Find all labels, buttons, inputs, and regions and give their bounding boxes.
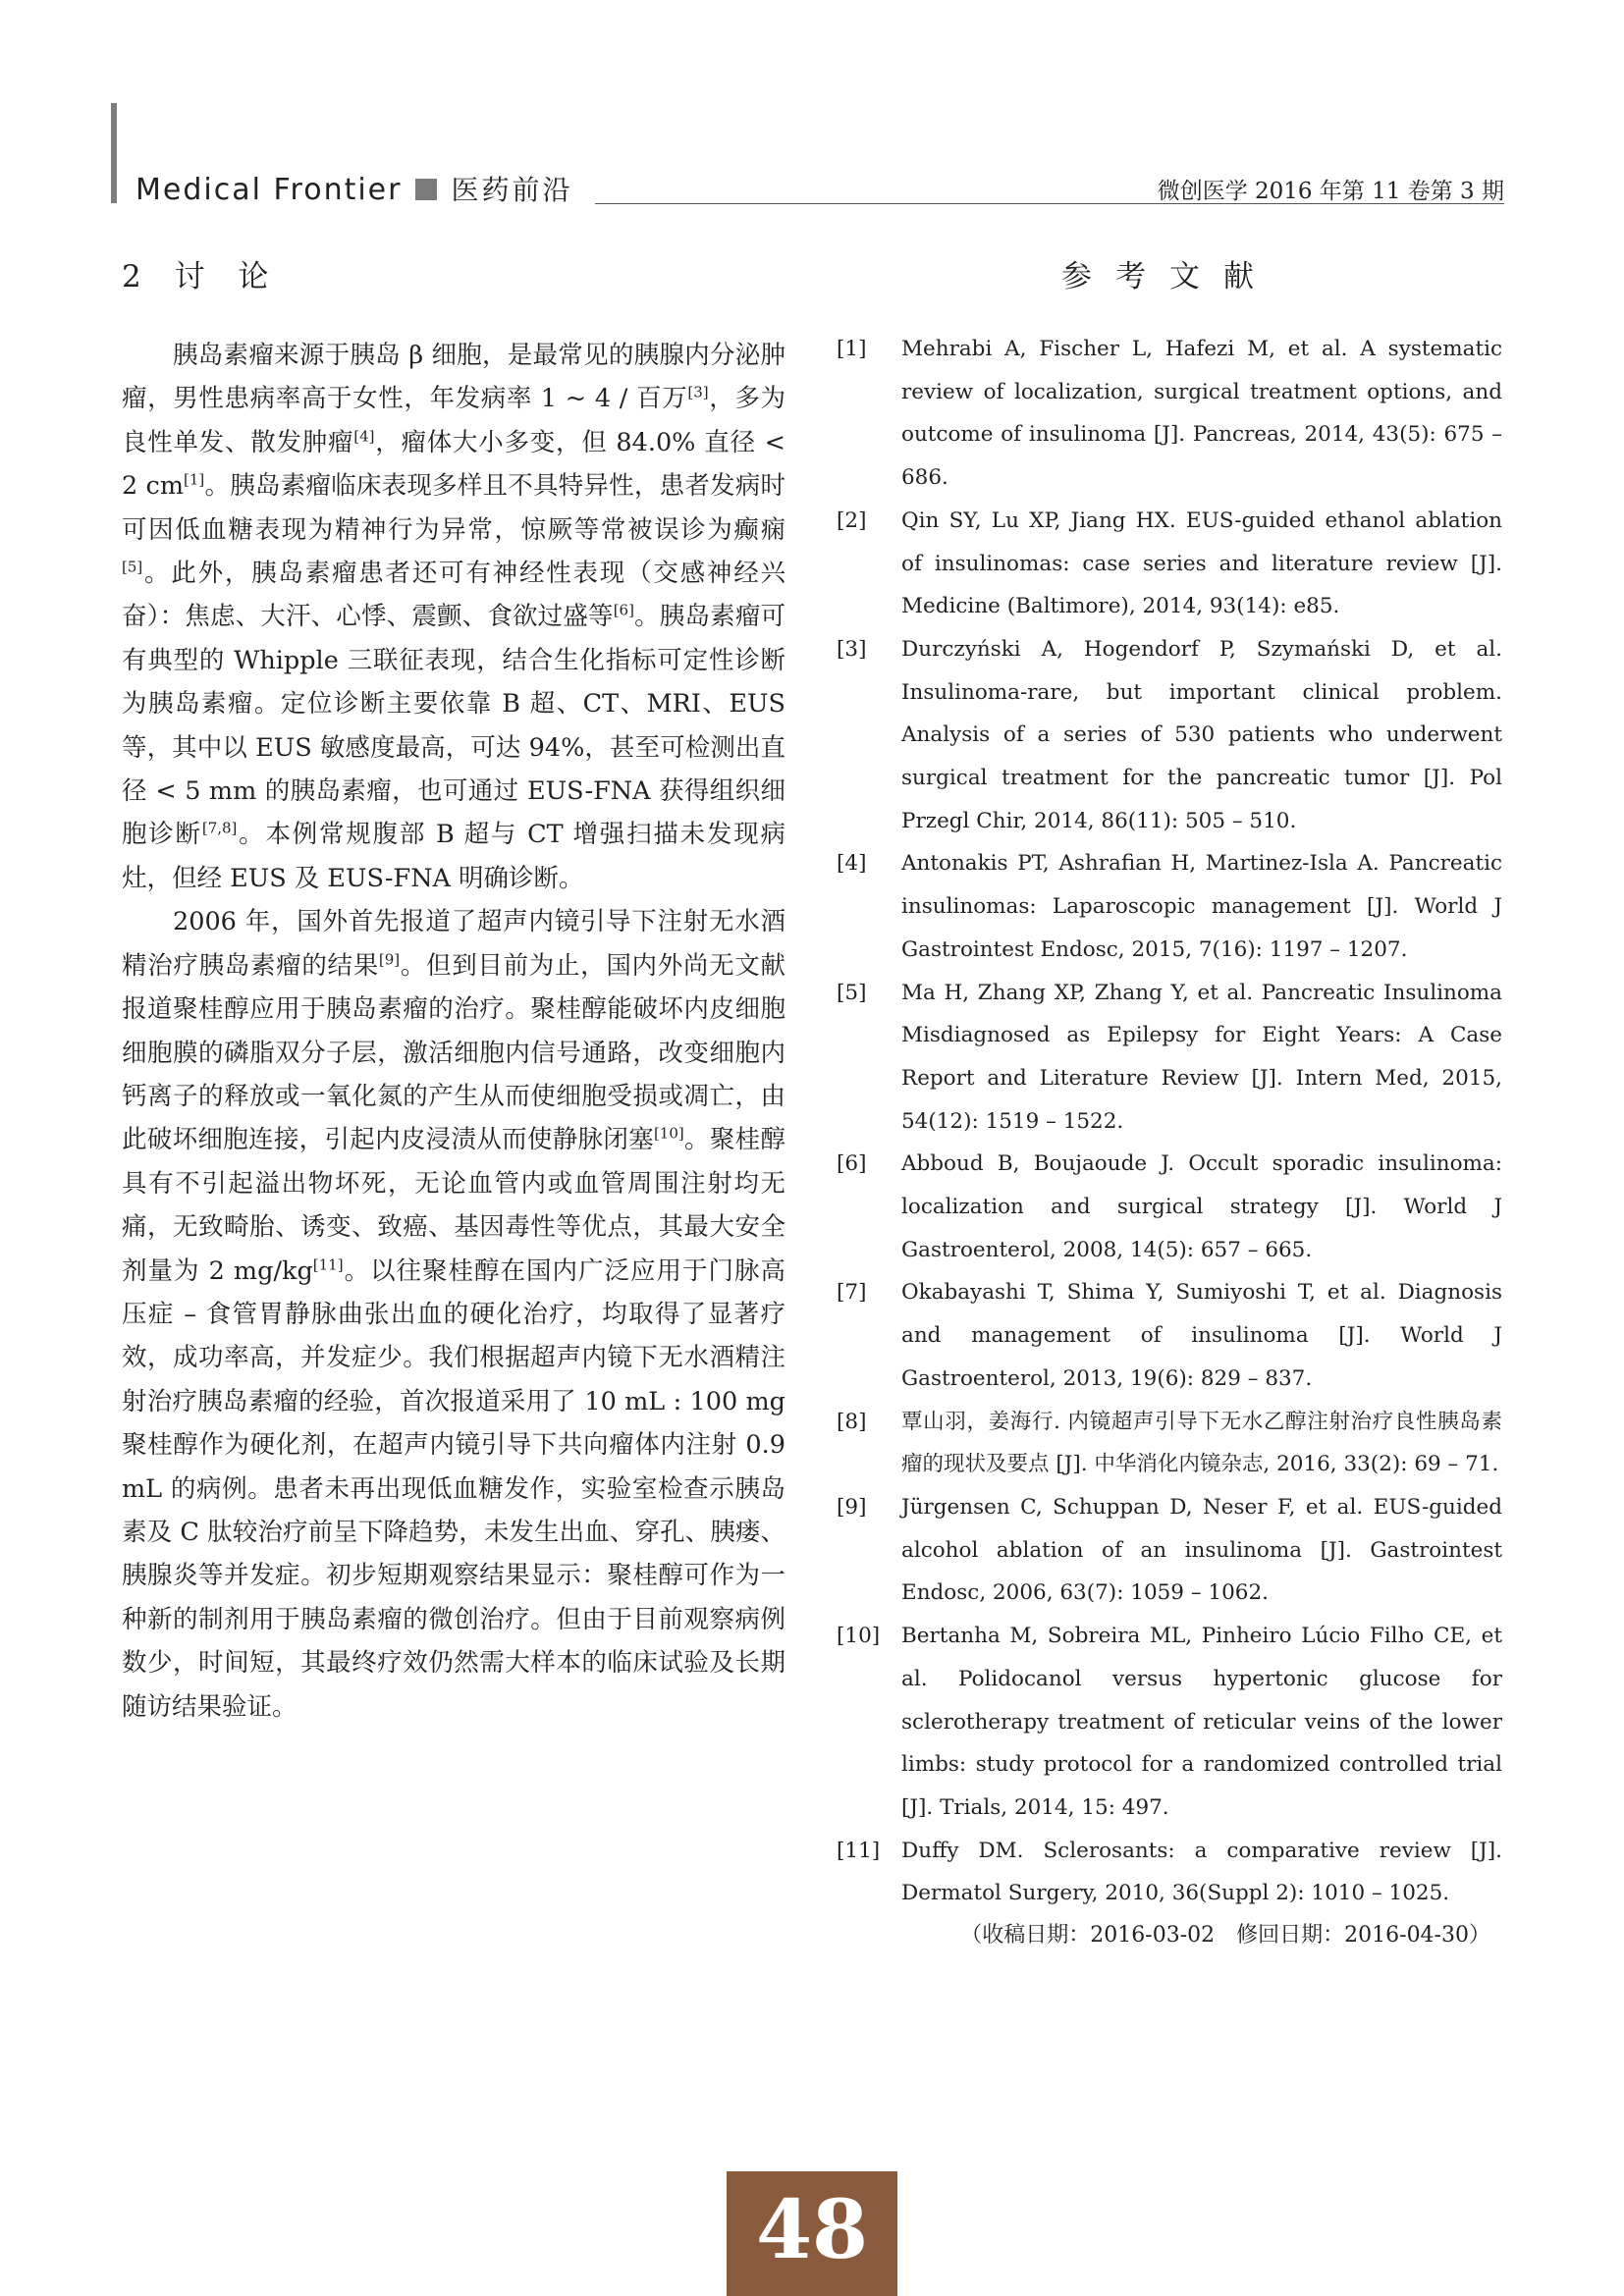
reference-item — [837, 1830, 1502, 1915]
reference-text: Bertanha M, Sobreira ML, Pinheiro Lúcio Filho CE, et al. Polidocanol versus hypertonic glucose for sclerotherapy treatment of reticular veins of the lower limbs: study protocol for a randomized controlled trial [J]. Trials, 2014, 15: 497. — [901, 1624, 1502, 1820]
reference-text: Antonakis PT, Ashrafian H, Martinez-Isla A. Pancreatic insulinomas: Laparoscopic management [J]. World J Gastrointest Endosc, 2015, 7(16): 1197 – 1207. — [901, 851, 1502, 962]
paragraph-text: ，多为良性单发、散发肿瘤 — [122, 384, 785, 457]
references-column — [837, 257, 1502, 1956]
citation-marker: [6] — [613, 601, 634, 619]
reference-text: Qin SY, Lu XP, Jiang HX. EUS-guided ethanol ablation of insulinomas: case series and literature review [J]. Medicine (Baltimore), 2014, 93(14): e85. — [901, 507, 1502, 619]
page-number: 48 — [755, 2183, 869, 2277]
paragraph-text: 。但到目前为止，国内外尚无文献报道聚桂醇应用于胰岛素瘤的治疗。聚桂醇能破坏内皮细胞细胞膜的磷脂双分子层，激活细胞内信号通路，改变细胞内钙离子的释放或一氧化氮的产生从而使细胞受损或凋亡，由此破坏细胞连接，引起内皮浸渍从而使静脉闭塞 — [122, 950, 785, 1155]
section-title: 2 讨 论 — [122, 259, 281, 294]
reference-text: Mehrabi A, Fischer L, Hafezi M, et al. A systematic review of localization, surgical treatment options, and outcome of insulinoma [J]. Pancreas, 2014, 43(5): 675 – 686. — [901, 337, 1502, 491]
running-header — [135, 165, 1504, 207]
paragraph-text: 。胰岛素瘤可有典型的 Whipple 三联征表现，结合生化指标可定性诊断为胰岛素瘤。定位诊断主要依靠 B 超、CT、MRI、EUS 等，其中以 EUS 敏感度最高，可达 94%，甚至可检测出直径 < 5 mm 的胰岛素瘤，也可通过 EUS-FNA 获得组织细胞诊断 — [122, 602, 785, 850]
reference-item — [837, 328, 1502, 500]
reference-number: [5] — [837, 980, 867, 1005]
citation-marker: [7,8] — [201, 819, 238, 837]
citation-marker: [4] — [353, 427, 375, 446]
reference-text: Ma H, Zhang XP, Zhang Y, et al. Pancreatic Insulinoma Misdiagnosed as Epilepsy for Eight Years: A Case Report and Literature Review [J]. Intern Med, 2015, 54(12): 1519 – 1522. — [901, 980, 1502, 1134]
page-number-badge — [727, 2171, 897, 2296]
citation-marker: [1] — [184, 470, 205, 489]
citation-marker: [3] — [687, 383, 709, 401]
reference-number: [4] — [837, 851, 867, 877]
journal-title-en: Medical Frontier — [135, 173, 403, 207]
paragraph-text: 。以往聚桂醇在国内广泛应用于门脉高压症 – 食管胃静脉曲张出血的硬化治疗，均取得了显著疗效，成功率高，并发症少。我们根据超声内镜下无水酒精注射治疗胰岛素瘤的经验，首次报道采用了 10 mL : 100 mg 聚桂醇作为硬化剂，在超声内镜引导下共向瘤体内注射 0.9 mL 的病例。患者未再出现低血糖发作，实验室检查示胰岛素及 C 肽较治疗前呈下降趋势，未发生出血、穿孔、胰瘘、胰腺炎等并发症。初步短期观察结果显示：聚桂醇可作为一种新的制剂用于胰岛素瘤的微创治疗。但由于目前观察病例数少，时间短，其最终疗效仍然需大样本的临床试验及长期随访结果验证。 — [122, 1255, 785, 1722]
received-dates: （收稿日期：2016-03-02 修回日期：2016-04-30） — [960, 1923, 1490, 1949]
reference-number: [10] — [837, 1624, 881, 1649]
reference-item — [837, 1615, 1502, 1830]
reference-text: Durczyński A, Hogendorf P, Szymański D, et al. Insulinoma-rare, but important clinical problem. Analysis of a series of 530 patients who underwent surgical treatment for the pancreatic tumor [J]. Pol Przegl Chir, 2014, 86(11): 505 – 510. — [901, 636, 1502, 833]
reference-item — [837, 500, 1502, 628]
reference-number: [8] — [837, 1409, 867, 1434]
reference-number: [11] — [837, 1838, 881, 1863]
journal-title-cn: 医药前沿 — [451, 174, 573, 206]
paragraph-text: 胰岛素瘤来源于胰岛 β 细胞，是最常见的胰腺内分泌肿瘤，男性患病率高于女性，年发病率 1 ~ 4 / 百万 — [122, 341, 785, 414]
journal-title — [135, 169, 573, 208]
reference-item — [837, 972, 1502, 1144]
reference-item — [837, 1143, 1502, 1271]
discussion-paragraph — [122, 334, 785, 900]
reference-text: Abboud B, Boujaoude J. Occult sporadic insulinoma: localization and surgical strategy [J]. World J Gastroenterol, 2008, 14(5): 657 – 665. — [901, 1151, 1502, 1262]
discussion-body — [122, 334, 785, 1729]
reference-number: [7] — [837, 1280, 867, 1306]
citation-marker: [9] — [378, 950, 401, 969]
reference-number: [1] — [837, 337, 867, 361]
discussion-column — [122, 257, 785, 1729]
reference-item — [837, 1401, 1502, 1486]
reference-text: Okabayashi T, Shima Y, Sumiyoshi T, et al. Diagnosis and management of insulinoma [J]. World J Gastroenterol, 2013, 19(6): 829 – 837. — [901, 1280, 1502, 1391]
citation-marker: [10] — [653, 1124, 684, 1143]
reference-list — [837, 328, 1502, 1915]
reference-number: [2] — [837, 507, 867, 533]
paragraph-text: 。此外，胰岛素瘤患者还可有神经性表现（交感神经兴奋）：焦虑、大汗、心悸、震颤、食欲过盛等 — [122, 559, 785, 632]
reference-text: 覃山羽，姜海行. 内镜超声引导下无水乙醇注射治疗良性胰岛素瘤的现状及要点 [J]. 中华消化内镜杂志, 2016, 33(2): 69 – 71. — [901, 1409, 1502, 1477]
paragraph-text: 。聚桂醇具有不引起溢出物坏死，无论血管内或血管周围注射均无痛，无致畸胎、诱变、致癌、基因毒性等优点，其最大安全剂量为 2 mg/kg — [122, 1125, 785, 1286]
reference-item — [837, 842, 1502, 971]
issue-info: 微创医学 2016 年第 11 卷第 3 期 — [1157, 179, 1504, 204]
square-bullet-icon — [415, 179, 437, 200]
paragraph-text: 。本例常规腹部 B 超与 CT 增强扫描未发现病灶，但经 EUS 及 EUS-FNA 明确诊断。 — [122, 820, 785, 893]
reference-number: [3] — [837, 636, 867, 662]
discussion-paragraph — [122, 900, 785, 1729]
reference-number: [6] — [837, 1151, 867, 1177]
references-title: 参考文献 — [1061, 259, 1277, 294]
paragraph-text: 2006 年，国外首先报道了超声内镜引导下注射无水酒精治疗胰岛素瘤的结果 — [122, 907, 785, 981]
header-accent-bar — [111, 103, 117, 203]
reference-text: Jürgensen C, Schuppan D, Neser F, et al. EUS-guided alcohol ablation of an insulinoma [J]. Gastrointest Endosc, 2006, 63(7): 1059 – 1062. — [901, 1494, 1502, 1606]
paragraph-text: 。胰岛素瘤临床表现多样且不具特异性，患者发病时可因低血糖表现为精神行为异常，惊厥等常被误诊为癫痫 — [122, 471, 785, 545]
paragraph-text: ，瘤体大小多变，但 84.0% 直径 < 2 cm — [122, 427, 785, 502]
reference-number: [9] — [837, 1494, 867, 1520]
reference-item — [837, 628, 1502, 843]
citation-marker: [11] — [312, 1255, 344, 1274]
reference-text: Duffy DM. Sclerosants: a comparative review [J]. Dermatol Surgery, 2010, 36(Suppl 2): 1010 – 1025. — [901, 1838, 1502, 1906]
citation-marker: [5] — [122, 558, 143, 576]
reference-item — [837, 1486, 1502, 1615]
reference-item — [837, 1271, 1502, 1400]
